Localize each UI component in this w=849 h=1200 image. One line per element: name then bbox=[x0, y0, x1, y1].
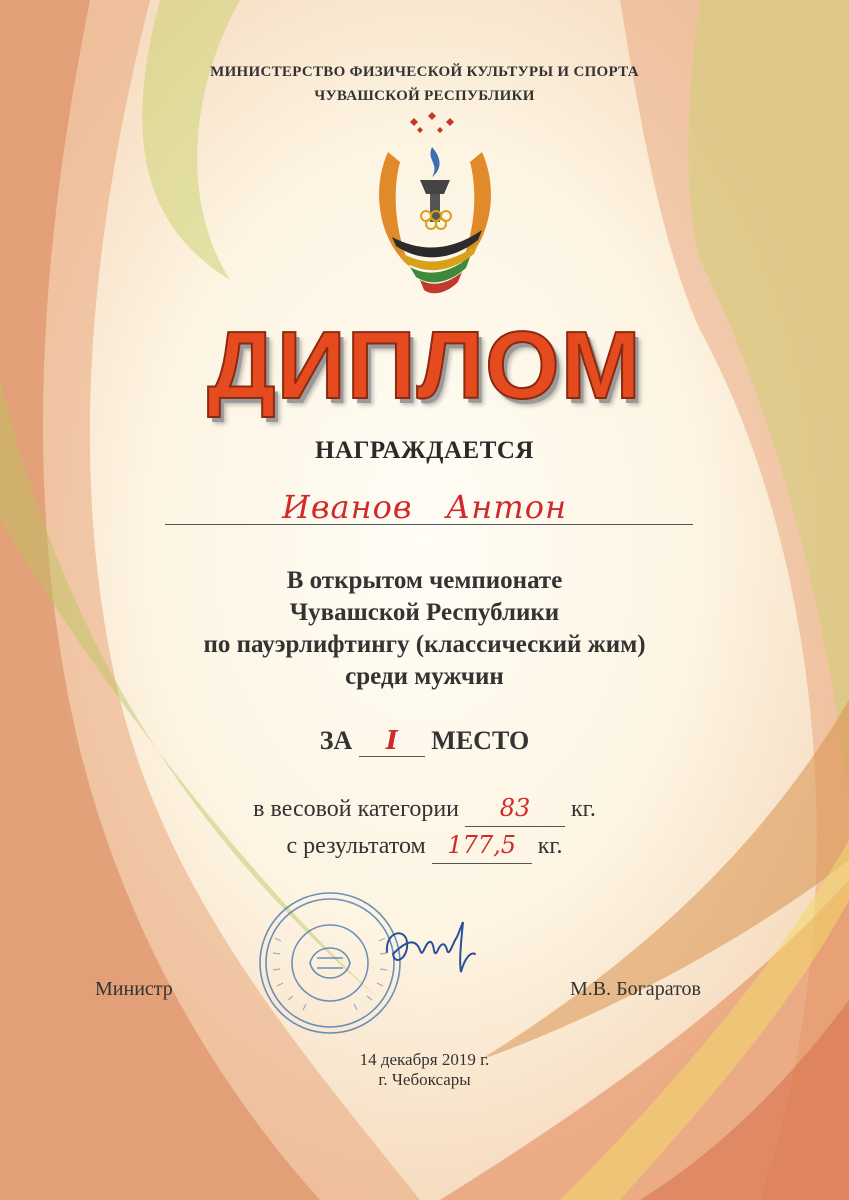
competition-description bbox=[0, 565, 849, 693]
weight-category-line bbox=[0, 790, 849, 827]
description-line-3: по пауэрлифтингу (классический жим) bbox=[203, 631, 646, 658]
place-value: I bbox=[359, 726, 425, 757]
date-block bbox=[0, 1050, 849, 1090]
ministry-line-1: МИНИСТЕРСТВО ФИЗИЧЕСКОЙ КУЛЬТУРЫ И СПОРТА bbox=[210, 64, 639, 80]
weight-value: 83 bbox=[465, 790, 565, 827]
awarded-label: НАГРАЖДАЕТСЯ bbox=[315, 437, 534, 464]
weight-prefix: в весовой категории bbox=[253, 796, 460, 822]
ministry-header bbox=[0, 60, 849, 108]
description-line-4: среди мужчин bbox=[345, 663, 504, 690]
torch-emblem-icon bbox=[370, 112, 500, 304]
signatory-title: Министр bbox=[95, 978, 173, 1000]
description-line-1: В открытом чемпионате bbox=[286, 567, 563, 594]
signature-icon bbox=[375, 912, 485, 987]
place-suffix: МЕСТО bbox=[431, 726, 530, 755]
diploma-title: ДИПЛОМ bbox=[207, 312, 642, 419]
results-block bbox=[0, 790, 849, 864]
recipient-name: Иванов Антон bbox=[281, 488, 568, 526]
result-unit: кг. bbox=[537, 833, 563, 859]
signatory-name: М.В. Богаратов bbox=[570, 978, 701, 1000]
place-prefix: ЗА bbox=[319, 726, 353, 755]
description-line-2: Чувашской Республики bbox=[289, 599, 560, 626]
place-line bbox=[0, 726, 849, 757]
recipient-underline bbox=[165, 524, 693, 525]
result-line bbox=[0, 827, 849, 864]
ministry-line-2: ЧУВАШСКОЙ РЕСПУБЛИКИ bbox=[314, 88, 535, 104]
result-value: 177,5 bbox=[432, 827, 532, 864]
issue-city: г. Чебоксары bbox=[378, 1070, 471, 1089]
result-prefix: с результатом bbox=[286, 833, 426, 859]
weight-unit: кг. bbox=[571, 796, 596, 822]
issue-date: 14 декабря 2019 г. bbox=[359, 1050, 490, 1069]
